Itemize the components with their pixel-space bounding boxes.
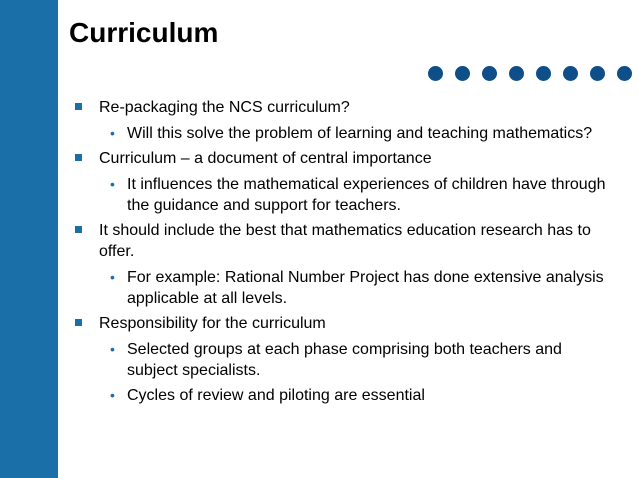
- list-item: [75, 220, 615, 262]
- list-item-text: Curriculum – a document of central importance: [99, 150, 432, 167]
- sub-list-item: [104, 339, 615, 381]
- round-bullet-icon: •: [110, 341, 115, 357]
- square-bullet-icon: [75, 103, 82, 110]
- round-bullet-icon: •: [110, 176, 115, 192]
- list-item: [75, 148, 615, 169]
- dot-icon: [509, 66, 524, 81]
- list-item-text: Responsibility for the curriculum: [99, 315, 326, 332]
- left-accent-bar: [0, 0, 58, 478]
- dot-icon: [563, 66, 578, 81]
- sub-list-item-text: Selected groups at each phase comprising both teachers and subject specialists.: [127, 341, 562, 379]
- sub-list-item: [104, 123, 615, 144]
- sub-list-item: [104, 385, 615, 406]
- round-bullet-icon: •: [110, 269, 115, 285]
- sub-list-item-text: Will this solve the problem of learning and teaching mathematics?: [127, 125, 593, 142]
- dot-icon: [617, 66, 632, 81]
- round-bullet-icon: •: [110, 387, 115, 403]
- square-bullet-icon: [75, 154, 82, 161]
- dot-icon: [590, 66, 605, 81]
- round-bullet-icon: •: [110, 125, 115, 141]
- decorative-dots: [428, 66, 632, 81]
- list-item: [75, 313, 615, 334]
- list-item-text: Re-packaging the NCS curriculum?: [99, 99, 350, 116]
- sub-list-item: [104, 174, 615, 216]
- sub-list-item-text: Cycles of review and piloting are essential: [127, 387, 425, 404]
- dot-icon: [455, 66, 470, 81]
- dot-icon: [428, 66, 443, 81]
- dot-icon: [482, 66, 497, 81]
- bullet-list: [75, 97, 615, 410]
- sub-list-item-text: It influences the mathematical experiences of children have through the guidance and support for teachers.: [127, 176, 606, 214]
- slide-title: Curriculum: [69, 17, 219, 48]
- square-bullet-icon: [75, 226, 82, 233]
- list-item-text: It should include the best that mathematics education research has to offer.: [99, 222, 591, 260]
- sub-list-item: [104, 267, 615, 309]
- sub-list-item-text: For example: Rational Number Project has done extensive analysis applicable at all levels.: [127, 269, 604, 307]
- list-item: [75, 97, 615, 118]
- dot-icon: [536, 66, 551, 81]
- square-bullet-icon: [75, 319, 82, 326]
